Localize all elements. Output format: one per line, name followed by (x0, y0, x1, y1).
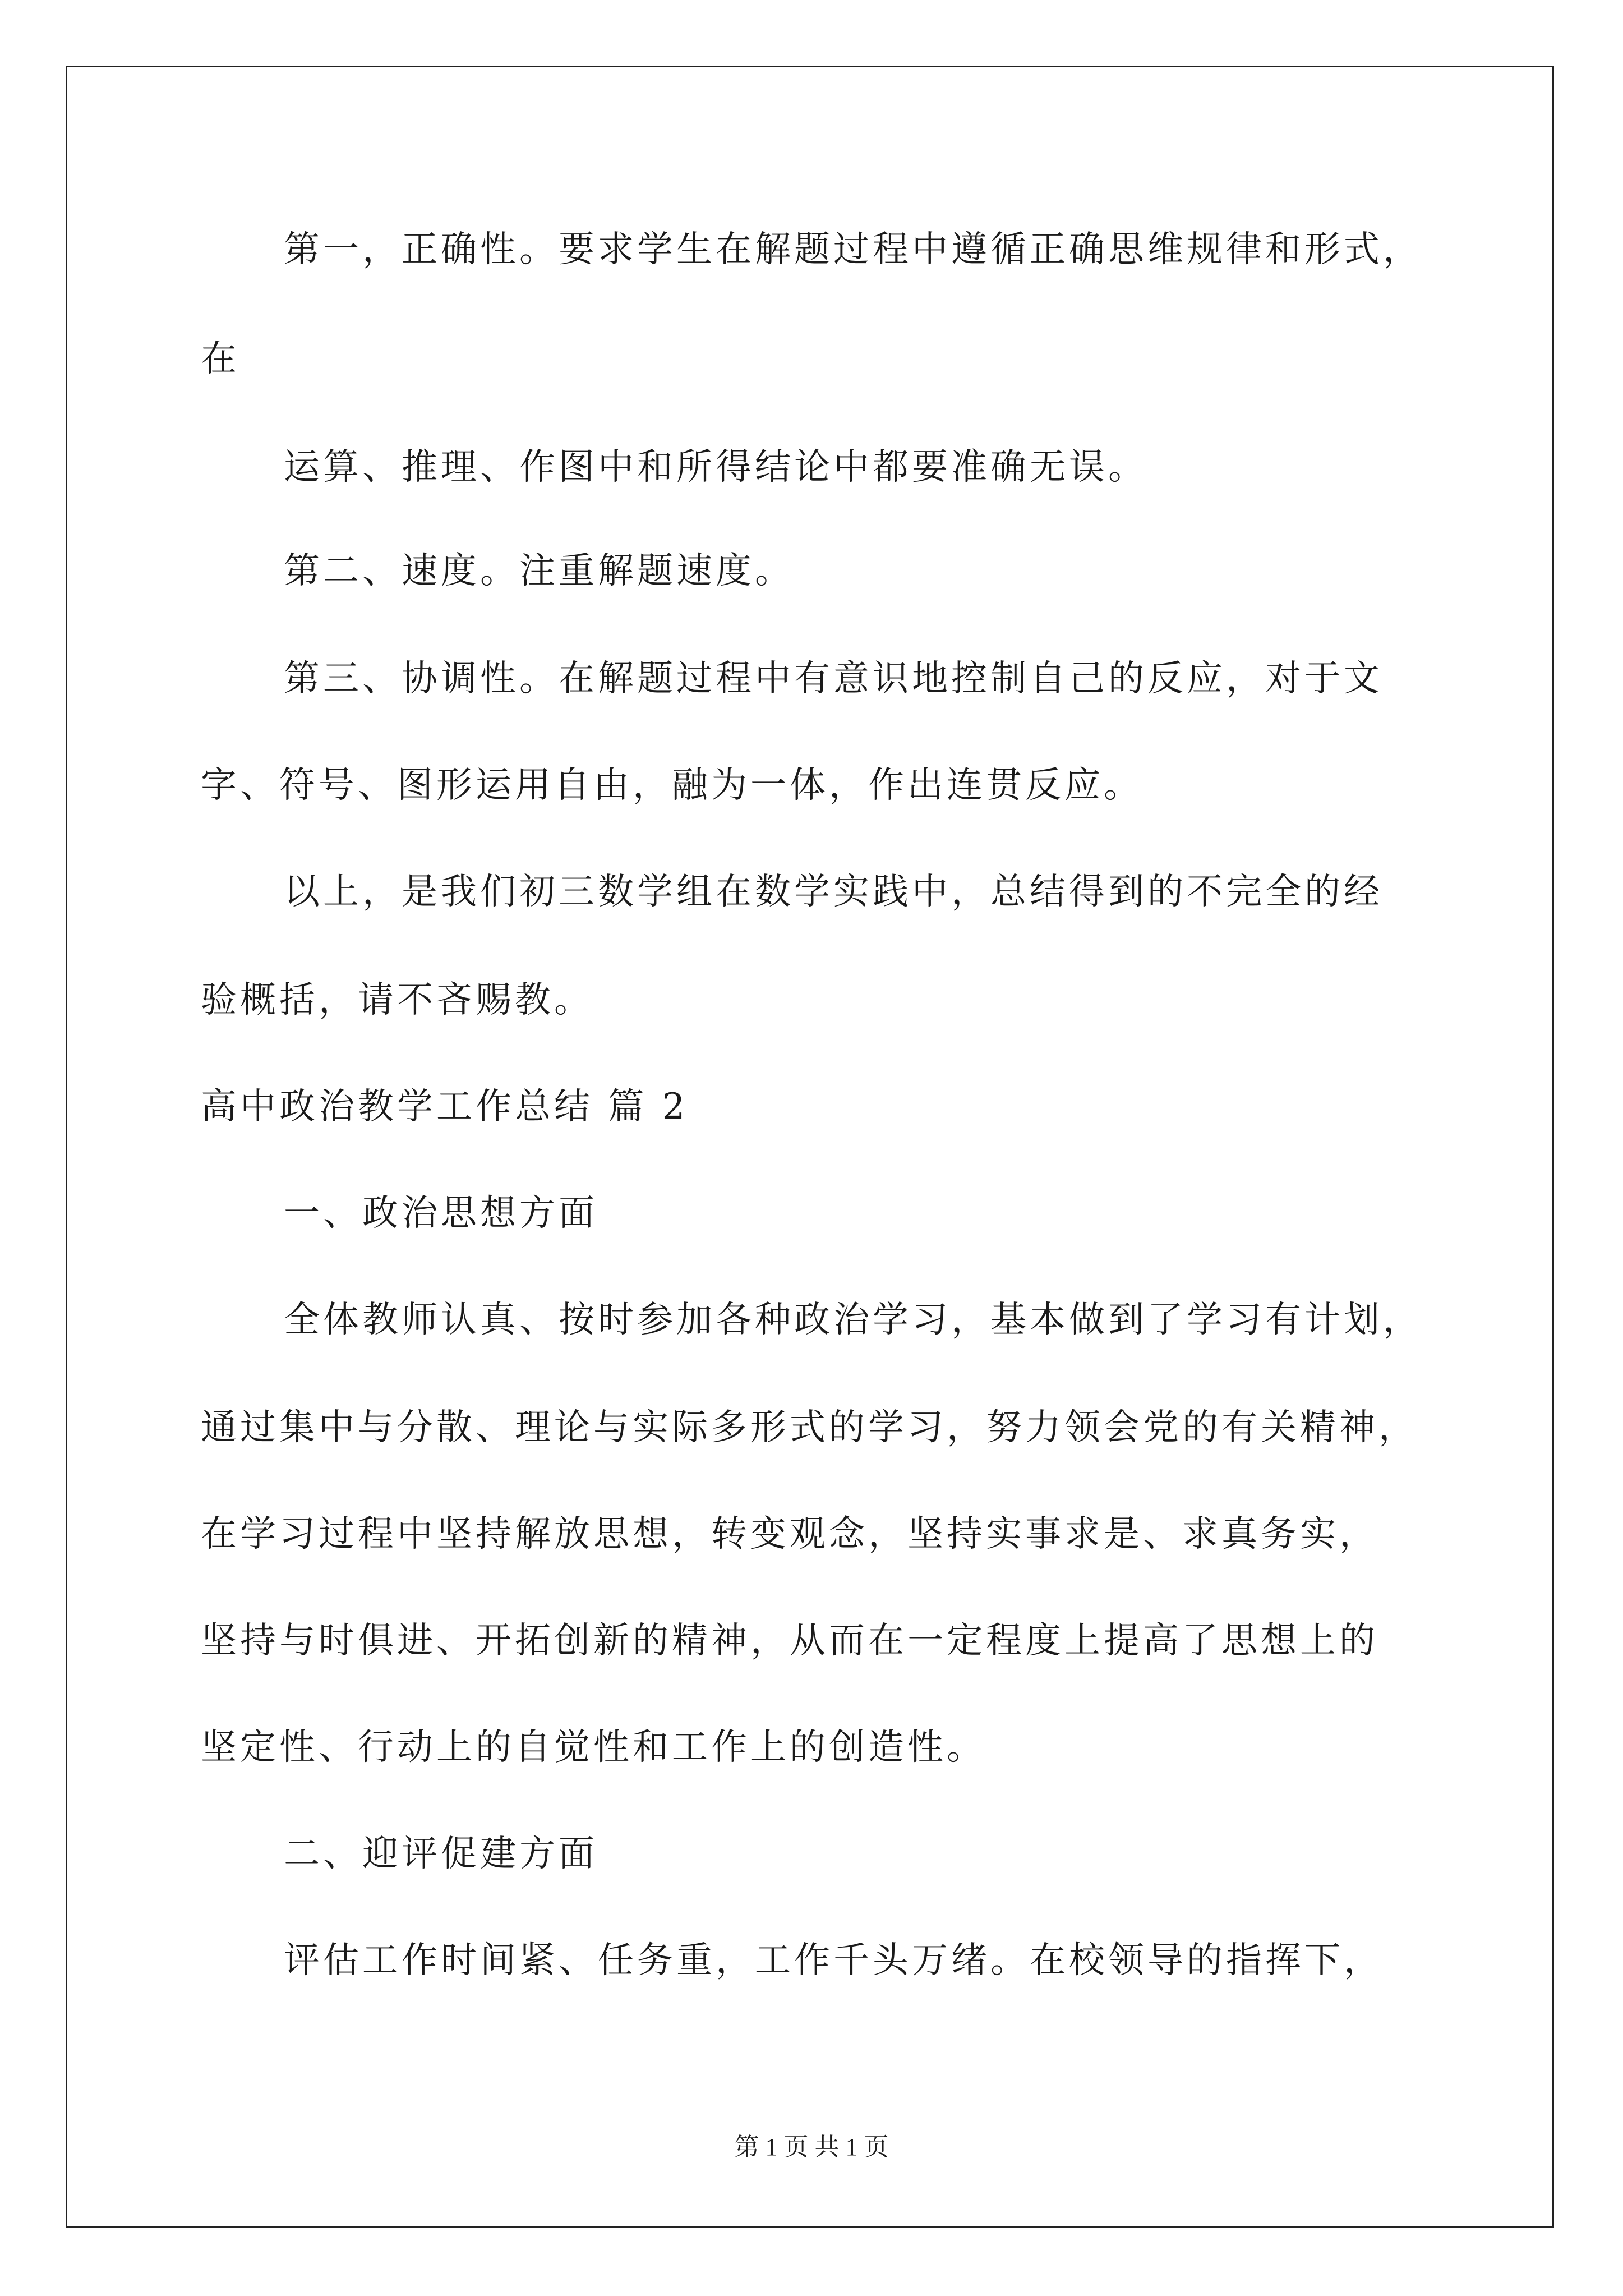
paragraph-line: 坚定性、行动上的自觉性和工作上的创造性。 (201, 1727, 986, 1768)
paragraph-line: 第三、协调性。在解题过程中有意识地控制自己的反应，对于文 (284, 658, 1383, 700)
page-border (66, 66, 1554, 2228)
paragraph-line: 运算、推理、作图中和所得结论中都要准确无误。 (284, 447, 1147, 488)
subsection-heading: 一、政治思想方面 (284, 1193, 598, 1234)
paragraph-line: 全体教师认真、按时参加各种政治学习，基本做到了学习有计划， (284, 1299, 1422, 1341)
section-heading: 高中政治教学工作总结 篇 2 (201, 1086, 689, 1128)
paragraph-line: 在 (201, 338, 240, 380)
paragraph-line: 在学习过程中坚持解放思想，转变观念，坚持实事求是、求真务实， (201, 1513, 1378, 1555)
paragraph-line: 第一，正确性。要求学生在解题过程中遵循正确思维规律和形式， (284, 229, 1422, 270)
paragraph-line: 坚持与时俱进、开拓创新的精神，从而在一定程度上提高了思想上的 (201, 1620, 1378, 1662)
paragraph-line: 字、符号、图形运用自由，融为一体，作出连贯反应。 (201, 765, 1143, 806)
paragraph-line: 评估工作时间紧、任务重，工作千头万绪。在校领导的指挥下， (284, 1940, 1383, 1981)
paragraph-line: 第二、速度。注重解题速度。 (284, 550, 794, 592)
paragraph-line: 通过集中与分散、理论与实际多形式的学习，努力领会党的有关精神， (201, 1407, 1418, 1448)
page-footer: 第 1 页 共 1 页 (734, 2133, 889, 2161)
subsection-heading: 二、迎评促建方面 (284, 1833, 598, 1875)
paragraph-line: 以上，是我们初三数学组在数学实践中，总结得到的不完全的经 (284, 871, 1383, 913)
paragraph-line: 验概括，请不吝赐教。 (201, 979, 593, 1021)
